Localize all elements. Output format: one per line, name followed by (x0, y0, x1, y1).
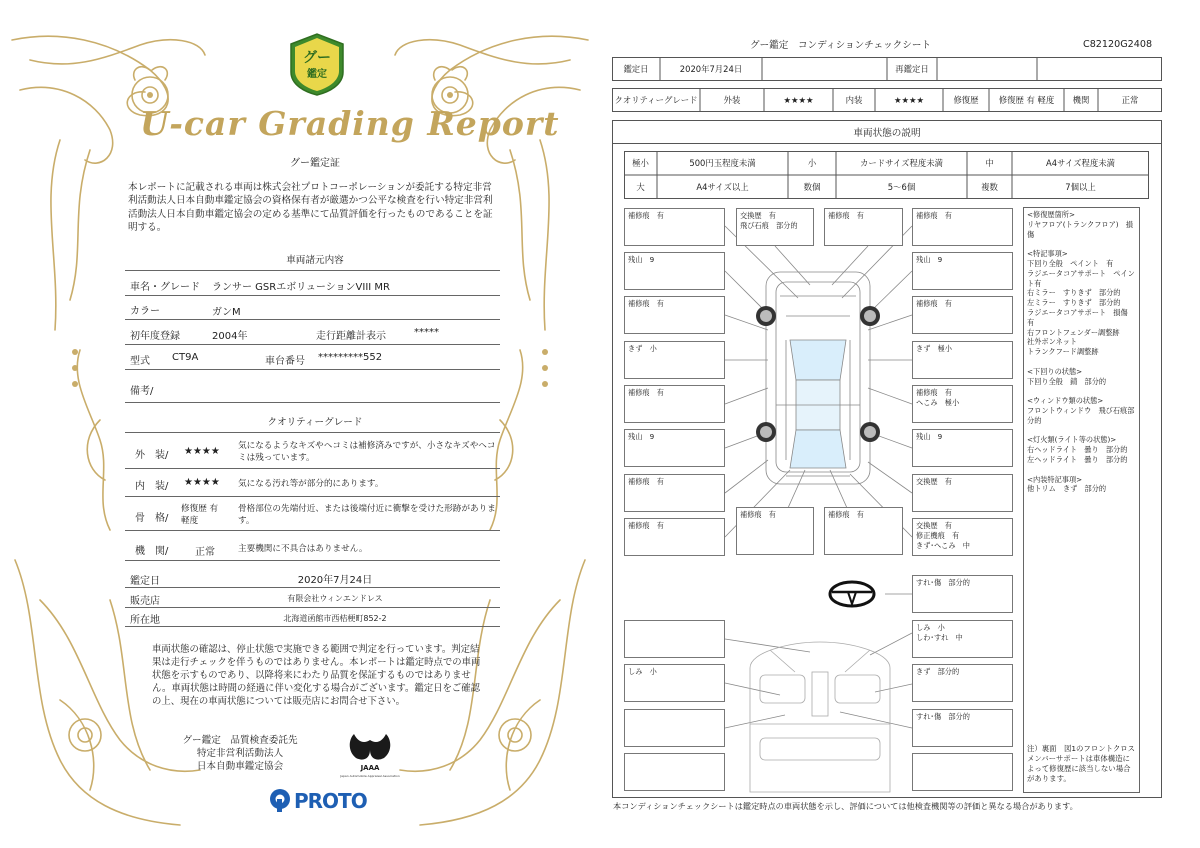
note-line: トランクフード調整跡 (1027, 347, 1099, 357)
grade-interior-value: ★★★★ (184, 477, 220, 488)
structure-note: 注）裏面 図1のフロントクロスメンバーサポートは車体構造によって修復歴に該当しない場合があります。 (1027, 744, 1136, 783)
first-reg-label: 初年度登録 (130, 331, 180, 342)
comment-box-left-5 (624, 385, 725, 423)
grade-frame-desc: 骨格部位の先端付近、または後端付近に衝撃を受けた形跡があります。 (238, 504, 496, 526)
box-line: 残山 9 (628, 255, 655, 264)
comment-box-tire-fr (912, 252, 1013, 290)
model-value: CT9A (172, 352, 199, 363)
mileage-label: 走行距離計表示 (316, 331, 386, 342)
size-val-large: A4サイズ以上 (696, 182, 749, 192)
note-line: 社外ボンネット (1027, 337, 1078, 347)
note-line: 右フロントフェンダー調整跡 (1027, 327, 1120, 337)
comment-box-rear-right (912, 518, 1013, 556)
interior-label: 内装 (845, 95, 863, 105)
box-line: 補修痕 有 (916, 211, 952, 220)
size-key-small: 小 (807, 158, 817, 168)
grade-engine-value: 正常 (195, 547, 215, 558)
note-line: ラジエータコアサポート 損傷 有 (1027, 307, 1135, 327)
size-val-several: 5～6個 (887, 182, 916, 192)
box-line: 交換歴 有 (740, 211, 776, 220)
comment-box-front-bumper (736, 208, 814, 246)
chassis-value: *********552 (318, 352, 383, 363)
script-title: U-car Grading Report (140, 104, 560, 143)
box-line: すれ･傷 部分的 (916, 712, 970, 721)
date-value: 2020年7月24日 (679, 64, 743, 74)
box-line: 残山 9 (916, 432, 943, 441)
comment-box-interior-left-2 (624, 664, 725, 702)
rule (125, 560, 500, 561)
box-line: きず 部分的 (916, 667, 960, 676)
jaaa-text: JAAA (360, 764, 380, 772)
comment-box-left-3 (624, 296, 725, 334)
note-line: リヤフロア(トランクフロア) 損傷 (1027, 219, 1133, 239)
size-key-medium: 中 (985, 158, 994, 168)
exterior-label: 外装 (723, 95, 741, 105)
box-line: 残山 9 (916, 255, 943, 264)
car-name-value: ランサー GSRエボリューションVIII MR (212, 282, 390, 293)
rule (125, 468, 500, 469)
size-key-tiny: 極小 (632, 158, 649, 168)
box-line: 補修痕 有 (628, 211, 664, 220)
note-line: 左ミラー すりきず 部分的 (1027, 298, 1121, 308)
size-key-several: 数個 (803, 182, 821, 192)
size-val-multiple: 7個以上 (1065, 182, 1096, 192)
org-line-3: 日本自動車鑑定協会 (196, 761, 284, 772)
comment-box-front-right (912, 208, 1013, 246)
size-val-small: カードサイズ程度未満 (859, 158, 944, 168)
dealer-label: 販売店 (130, 596, 160, 607)
box-line: しわ･すれ 中 (916, 633, 963, 642)
box-line: へこみ 極小 (916, 398, 960, 407)
steering-wheel-icon (830, 582, 874, 606)
box-line: きず 極小 (916, 344, 952, 353)
rear-window (790, 430, 846, 468)
jaaa-logo (340, 730, 400, 780)
comment-box-interior-right-2 (912, 664, 1013, 702)
comment-box-rear-left (624, 518, 725, 556)
mileage-value: ***** (414, 327, 439, 338)
note-line (1027, 357, 1136, 367)
quality-grade-label: クオリティーグレード (614, 95, 698, 105)
comment-box-left-4 (624, 341, 725, 379)
grade-exterior-value: ★★★★ (184, 446, 220, 457)
rule (125, 344, 500, 345)
size-val-medium: A4サイズ程度未満 (1045, 158, 1115, 168)
comment-box-interior-right-1 (912, 620, 1013, 658)
comment-box-right-3 (912, 296, 1013, 334)
note-line (1027, 386, 1136, 396)
size-key-multiple: 複数 (981, 182, 998, 192)
rule (125, 530, 500, 531)
comment-box-interior-right-4 (912, 753, 1013, 791)
comment-box-rear-center (824, 507, 903, 555)
condition-check-sheet (600, 0, 1200, 848)
proto-text: PROTO (294, 789, 367, 813)
note-line: 他トリム きず 部分的 (1027, 484, 1107, 494)
date-value: 2020年7月24日 (297, 575, 373, 586)
address-label: 所在地 (130, 615, 160, 626)
doc-id: C82120G2408 (1083, 39, 1153, 50)
rule (125, 587, 500, 588)
comment-box-interior-left-4 (624, 753, 725, 791)
model-label: 型式 (130, 356, 150, 367)
box-line: 交換歴 有 (916, 521, 952, 530)
comment-box-tire-fl (624, 252, 725, 290)
comment-box-steering (912, 575, 1013, 613)
rule (125, 496, 500, 497)
rule (125, 402, 500, 403)
note-line: <ウィンドウ類の状態> (1027, 396, 1104, 406)
rule (125, 369, 500, 370)
engine-value: 正常 (1121, 95, 1139, 105)
first-reg-value: 2004年 (212, 331, 248, 342)
grade-engine-label: 機 関/ (135, 546, 169, 557)
goo-kantei-logo (287, 30, 347, 96)
box-line: きず 小 (628, 344, 657, 353)
note-line: 左ヘッドライト 曇り 部分的 (1027, 454, 1128, 464)
repair-value: 修復歴 有 軽度 (998, 95, 1055, 105)
box-line: 補修痕 有 (740, 510, 776, 519)
comment-box-front-left (624, 208, 725, 246)
note-line: <内装特記事項> (1027, 474, 1083, 484)
box-line: 補修痕 有 (628, 521, 664, 530)
rule (125, 270, 500, 271)
size-key-large: 大 (636, 182, 645, 192)
color-value: ガンM (212, 307, 241, 318)
rule (125, 626, 500, 627)
rule (125, 295, 500, 296)
rule (125, 319, 500, 320)
note-line: 下回り全般 ペイント 有 (1027, 258, 1114, 268)
note-line: 右ヘッドライト 曇り 部分的 (1027, 445, 1128, 455)
box-line: 補修痕 有 (628, 388, 664, 397)
size-val-tiny: 500円玉程度未満 (689, 158, 756, 168)
rule (125, 607, 500, 608)
box-line: すれ･傷 部分的 (916, 578, 970, 587)
note-line (1027, 239, 1136, 249)
comment-box-tire-rr (912, 429, 1013, 467)
box-line: 補修痕 有 (828, 211, 864, 220)
comment-box-left-7 (624, 474, 725, 512)
reinspect-label: 再鑑定日 (895, 64, 929, 74)
note-line (1027, 426, 1136, 436)
certificate-body: 本レポートに記載される車両は株式会社プロトコーポレーションが委託する特定非営利活動法人日本自動車鑑定協会の資格保有者が厳選かつ公平な検査を行い特定非営利活動法人日本自動車鑑定協会の定める基準にて品質評価を行ったものであることを証明する。 (128, 182, 493, 233)
specs-title: 車両諸元内容 (286, 255, 344, 266)
certificate-title: グー鑑定証 (290, 158, 340, 169)
grade-frame-label: 骨 格/ (135, 513, 169, 524)
proto-logo (268, 785, 378, 815)
note-line: 右ミラー すりきず 部分的 (1027, 288, 1121, 298)
repair-label: 修復歴 (953, 95, 979, 105)
dealer-value: 有限会社ウィンエンドレス (287, 594, 383, 603)
remarks-label: 備考/ (130, 386, 154, 397)
grade-interior-label: 内 装/ (135, 481, 169, 492)
date-label: 鑑定日 (130, 576, 160, 587)
color-label: カラー (130, 306, 160, 317)
comment-box-right-7 (912, 474, 1013, 512)
date-label: 鑑定日 (623, 64, 649, 74)
grade-title: クオリティーグレード (267, 417, 363, 428)
note-line: <修復歴箇所> (1027, 210, 1075, 219)
note-line: <灯火類(ライト等の状態)> (1027, 435, 1117, 445)
grade-interior-desc: 気になる汚れ等が部分的にあります。 (238, 479, 384, 489)
logo-text-top: グー (303, 50, 331, 66)
note-line: 下回り全般 錆 部分的 (1027, 376, 1107, 386)
grade-exterior-desc: 気になるようなキズやヘコミは補修済みですが、小さなキズやヘコミは残っています。 (238, 441, 496, 463)
note-line (1027, 465, 1136, 475)
box-line: しみ 小 (916, 623, 945, 632)
comment-box-tire-rl (624, 429, 725, 467)
jaaa-subtext: Japan Automobile Appraisal Association (340, 774, 400, 778)
comment-box-interior-left-3 (624, 709, 725, 747)
rule (125, 432, 500, 433)
sheet-footer: 本コンディションチェックシートは鑑定時点の車両状態を示し、評価については他検査機関等の評価と異なる場合があります。 (613, 801, 1078, 811)
note-line: <特記事項> (1027, 249, 1068, 259)
org-line-1: グー鑑定 品質検査委託先 (182, 735, 298, 746)
box-line: 補修痕 有 (916, 388, 952, 397)
comment-box-interior-right-3 (912, 709, 1013, 747)
box-line: 補修痕 有 (828, 510, 864, 519)
box-line: 交換歴 有 (916, 477, 952, 486)
box-line: 残山 9 (628, 432, 655, 441)
comment-box-right-5 (912, 385, 1013, 423)
comment-box-rear-bumper (736, 507, 814, 555)
note-line: <下回りの状態> (1027, 366, 1083, 376)
comment-box-front-center (824, 208, 903, 246)
chassis-label: 車台番号 (265, 356, 305, 367)
car-name-label: 車名・グレード (130, 282, 200, 293)
logo-text-bottom: 鑑定 (307, 69, 327, 80)
disclaimer-note: 車両状態の確認は、停止状態で実施できる範囲で判定を行っています。判定結果は走行チェックを伴うものではありません。本レポートは鑑定時点での車両状態を示すものであり、以降将来にわたり品質を保証するものではありません。車両状態は時間の経過に伴い変化する場合がございます。鑑定日をご確認の上、現在の車両状態については販売店にお問合せ下さい。 (152, 644, 481, 707)
windshield (790, 340, 846, 380)
desc-title: 車両状態の説明 (853, 128, 921, 139)
interior-value: ★★★★ (893, 95, 925, 105)
comment-box-interior-left-1 (624, 620, 725, 658)
note-line: フロントウィンドウ 飛び石痕部分的 (1027, 405, 1135, 425)
box-line: 補修痕 有 (916, 299, 952, 308)
box-line: しみ 小 (628, 667, 657, 676)
box-line: 修正機痕 有 (916, 531, 960, 540)
grade-frame-value: 修復歴 有 軽度 (181, 504, 219, 526)
inspection-org (180, 734, 300, 773)
grade-engine-desc: 主要機関に不具合はありません。 (238, 544, 368, 554)
box-line: 補修痕 有 (628, 477, 664, 486)
box-line: 補修痕 有 (628, 299, 664, 308)
org-line-2: 特定非営利活動法人 (196, 748, 284, 759)
comment-box-right-4 (912, 341, 1013, 379)
sheet-title: グー鑑定 コンディションチェックシート (750, 40, 932, 51)
notes-panel (1023, 207, 1140, 793)
engine-label: 機関 (1072, 95, 1090, 105)
grade-exterior-label: 外 装/ (135, 450, 169, 461)
box-line: 飛び石痕 部分的 (740, 221, 798, 230)
note-line: ラジエータコアサポート ペイント有 (1027, 268, 1135, 288)
box-line: きず･へこみ 中 (916, 541, 970, 550)
exterior-value: ★★★★ (783, 95, 814, 105)
address-value: 北海道函館市西桔梗町852-2 (283, 614, 387, 623)
